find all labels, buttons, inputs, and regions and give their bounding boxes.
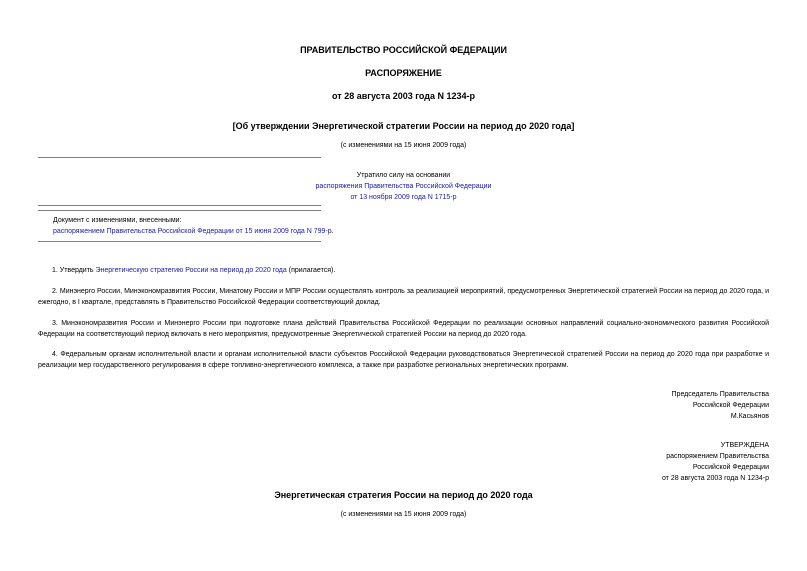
strategy-link[interactable]: Энергетическую стратегию России на период до 2020 года (95, 267, 287, 274)
signature-block (672, 389, 769, 422)
divider (38, 241, 321, 242)
amended-tail: . (331, 228, 334, 235)
government-heading: ПРАВИТЕЛЬСТВО РОССИЙСКОЙ ФЕДЕРАЦИИ (300, 45, 507, 55)
amended-block (53, 215, 334, 237)
amended-label: Документ с изменениями, внесенными: (53, 217, 182, 224)
divider (38, 210, 321, 211)
signature-name: М.Касьянов (730, 413, 769, 420)
amended-link[interactable]: распоряжением Правительства Российской Федерации от 15 июня 2009 года N 799-р (53, 228, 332, 235)
paragraph-1-prefix: 1. Утвердить (52, 267, 96, 274)
paragraph-1-suffix: (прилагается). (286, 267, 336, 274)
paragraph-1 (38, 265, 769, 276)
signature-line-2: Российской Федерации (692, 402, 769, 409)
expired-link-2[interactable]: от 13 ноября 2009 года N 1715-р (350, 194, 457, 201)
approved-line-1: УТВЕРЖДЕНА (720, 442, 769, 449)
approved-line-4: от 28 августа 2003 года N 1234-р (661, 475, 769, 482)
document-title: [Об утверждении Энергетической стратегии России на период до 2020 года] (232, 121, 575, 131)
divider (38, 157, 321, 158)
paragraph-2: 2. Минэнерго России, Минэкономразвития России, Минатому России и МПР России осуществлять контроль за реализацией мероприятий, предусмотренных Энергетической стратегией России на период до 2020 года, и ежегодно, в I квартале, представлять в Правительство Российской Федерации соответствующий доклад. (38, 288, 769, 306)
paragraph-4: 4. Федеральным органам исполнительной власти и органам исполнительной власти субъектов Российской Федерации руководствоваться Энергетической стратегией России на период до 2020 года при разработке и реализации мер государственного регулирования в сфере топливно-энергетического комплекса, а также при разработке региональных энергетических программ. (38, 351, 769, 369)
expired-notice (0, 170, 807, 203)
expired-label: Утратило силу на основании (356, 172, 451, 179)
approved-line-2: распоряжением Правительства (666, 453, 769, 460)
approved-block (662, 440, 769, 484)
approved-line-3: Российской Федерации (692, 464, 769, 471)
expired-link-1[interactable]: распоряжения Правительства Российской Федерации (315, 183, 492, 190)
changes-note: (с изменениями на 15 июня 2009 года) (340, 142, 467, 149)
strategy-title: Энергетическая стратегия России на период до 2020 года (274, 490, 533, 500)
signature-line-1: Председатель Правительства (671, 391, 769, 398)
paragraph-3: 3. Минэкономразвития России и Минэнерго России при подготовке плана действий Правительства Российской Федерации по реализации основных направлений социально-экономического развития Российской Федерации на соответствующий период включать в него мероприятия, предусмотренные Энергетической стратегией России на период до 2020 года. (38, 320, 769, 338)
strategy-changes-note: (с изменениями на 15 июня 2009 года) (340, 511, 467, 518)
document-type: РАСПОРЯЖЕНИЕ (365, 68, 442, 78)
divider (38, 205, 321, 206)
document-date: от 28 августа 2003 года N 1234-р (332, 91, 475, 101)
